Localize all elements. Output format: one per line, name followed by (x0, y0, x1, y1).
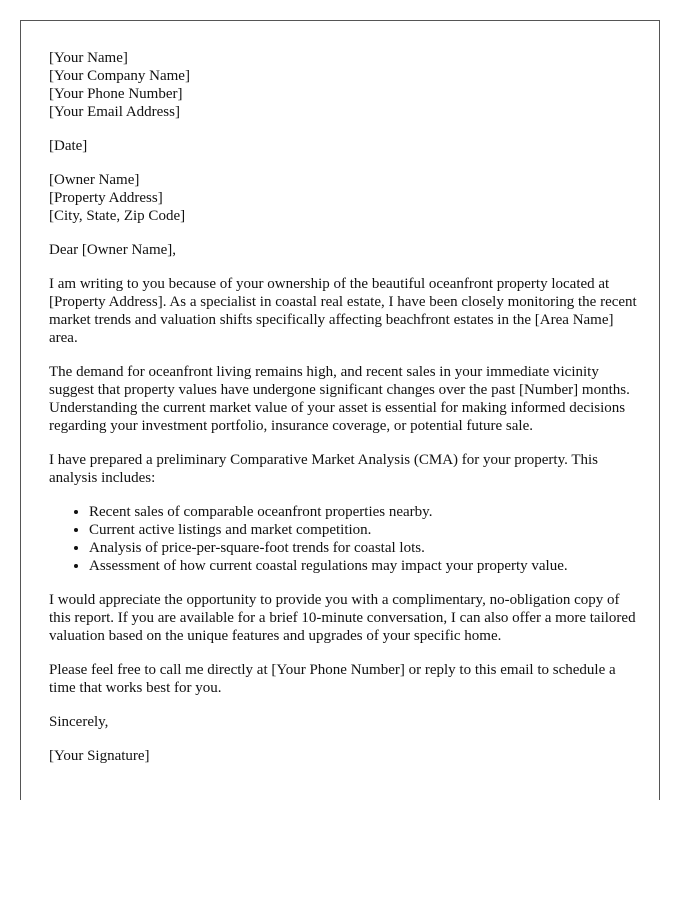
sender-phone: [Your Phone Number] (49, 86, 183, 102)
date-block (49, 137, 639, 155)
list-item: • Current active listings and market competition. (89, 521, 639, 539)
body-paragraph: I have prepared a preliminary Comparative Market Analysis (CMA) for your property. This analysis includes: (49, 452, 599, 486)
list-item: • Assessment of how current coastal regulations may impact your property value. (89, 557, 639, 575)
recipient-city-state-zip: [City, State, Zip Code] (49, 208, 186, 224)
closing: Sincerely, (49, 714, 109, 730)
list-item: • Recent sales of comparable oceanfront properties nearby. (89, 503, 639, 521)
sender-company: [Your Company Name] (49, 68, 190, 84)
body-paragraph: Please feel free to call me directly at [Your Phone Number] or reply to this email to schedule a time that works best for you. (49, 662, 616, 696)
letter-body (49, 49, 639, 781)
signature: [Your Signature] (49, 748, 150, 764)
body-paragraph: I would appreciate the opportunity to provide you with a complimentary, no-obligation copy of this report. If you are available for a brief 10-minute conversation, I can also offer a more tailored valuation based on the unique features and upgrades of your specific home. (49, 592, 636, 644)
body-paragraph: The demand for oceanfront living remains high, and recent sales in your immediate vicinity suggest that property values have undergone significant changes over the past [Number] months. Understanding the current market value of your asset is essential for making informed decisions regarding your investment portfolio, insurance coverage, or potential future sale. (49, 364, 630, 434)
sender-email: [Your Email Address] (49, 104, 180, 120)
recipient-block (49, 171, 639, 225)
list-item: • Analysis of price-per-square-foot trends for coastal lots. (89, 539, 639, 557)
sender-block (49, 49, 639, 121)
body-paragraph: I am writing to you because of your ownership of the beautiful oceanfront property located at [Property Address]. As a specialist in coastal real estate, I have been closely monitoring the recent market trends and valuation shifts specifically affecting beachfront estates in the [Area Name] area. (49, 276, 637, 346)
letter-date: [Date] (49, 138, 88, 154)
recipient-address: [Property Address] (49, 190, 163, 206)
letter-page (20, 20, 660, 800)
salutation: Dear [Owner Name], (49, 242, 177, 258)
recipient-name: [Owner Name] (49, 172, 140, 188)
sender-name: [Your Name] (49, 50, 128, 66)
analysis-list (49, 503, 639, 575)
